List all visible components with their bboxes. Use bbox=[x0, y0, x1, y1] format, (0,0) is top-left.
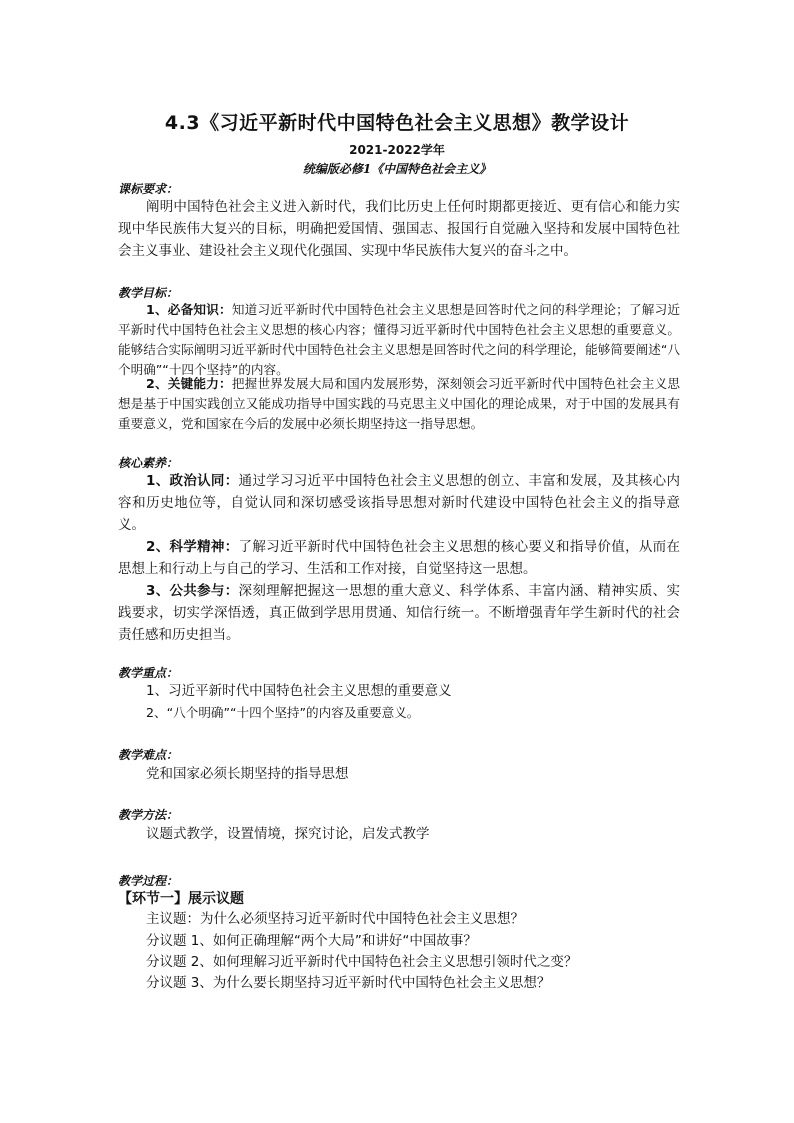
literacy-science bbox=[118, 536, 680, 580]
literacy-science-text: 了解习近平新时代中国特色社会主义思想的核心要义和指导价值，从而在思想上和行动上与自己的学习、生活和工作对接，自觉坚持这一思想。 bbox=[118, 539, 680, 577]
curriculum-heading: 课标要求： bbox=[118, 182, 179, 196]
document-title: 4.3《习近平新时代中国特色社会主义思想》教学设计 bbox=[164, 112, 630, 134]
difficulty-heading: 教学难点： bbox=[118, 748, 179, 762]
literacy-science-lead: 2、科学精神： bbox=[146, 539, 239, 555]
methods-text: 议题式教学，设置情境，探究讨论，启发式教学 bbox=[146, 826, 430, 842]
topic-item: 分议题 1、如何正确理解“两个大局”和讲好“中国故事？ bbox=[146, 933, 477, 949]
goal-ability-text: 把握世界发展大局和国内发展形势，深刻领会习近平新时代中国特色社会主义思想是基于中国实践创立又能成功指导中国实践的马克思主义中国化的理论成果，对于中国的发展具有重要意义，党和国家在今后的发展中必须长期坚持这一指导思想。 bbox=[118, 376, 680, 431]
keypoint-item: 1、习近平新时代中国特色社会主义思想的重要意义 bbox=[146, 683, 452, 699]
process-heading: 教学过程： bbox=[118, 874, 179, 888]
curriculum-text: 阐明中国特色社会主义进入新时代，我们比历史上任何时期都更接近、更有信心和能力实现中华民族伟大复兴的目标，明确把爱国情、强国志、报国行自觉融入坚持和发展中国特色社会主义事业、建设社会主义现代化强国、实现中华民族伟大复兴的奋斗之中。 bbox=[118, 199, 680, 259]
textbook-edition: 统编版必修1《中国特色社会主义》 bbox=[302, 162, 492, 176]
goal-knowledge bbox=[118, 300, 680, 380]
goal-ability bbox=[118, 374, 680, 434]
literacy-public-text: 深刻理解把握这一思想的重大意义、科学体系、丰富内涵、精神实质、实践要求，切实学深悟透，真正做到学思用贯通、知信行统一。不断增强青年学生新时代的社会责任感和历史担当。 bbox=[118, 583, 680, 643]
literacy-political-text: 通过学习习近平中国特色社会主义思想的创立、丰富和发展，及其核心内容和历史地位等，自觉认同和深切感受该指导思想对新时代建设中国特色社会主义的指导意义。 bbox=[118, 473, 680, 533]
literacy-heading: 核心素养： bbox=[118, 456, 179, 470]
difficulty-text: 党和国家必须长期坚持的指导思想 bbox=[146, 766, 349, 782]
literacy-political-lead: 1、政治认同： bbox=[146, 473, 239, 489]
section-title: 【环节一】展示议题 bbox=[118, 891, 244, 907]
topic-item: 分议题 2、如何理解习近平新时代中国特色社会主义思想引领时代之变？ bbox=[146, 954, 578, 970]
goals-heading: 教学目标： bbox=[118, 286, 179, 300]
literacy-political bbox=[118, 470, 680, 536]
goal-ability-lead: 2、关键能力： bbox=[146, 376, 232, 391]
goal-knowledge-lead: 1、必备知识： bbox=[146, 302, 232, 317]
keypoint-item: 2、“八个明确”“十四个坚持”的内容及重要意义。 bbox=[146, 705, 420, 720]
topic-item: 主议题：为什么必须坚持习近平新时代中国特色社会主义思想？ bbox=[146, 911, 524, 927]
keypoints-heading: 教学重点： bbox=[118, 666, 179, 680]
topic-item: 分议题 3、为什么要长期坚持习近平新时代中国特色社会主义思想？ bbox=[146, 975, 551, 991]
school-year: 2021-2022学年 bbox=[349, 143, 445, 157]
literacy-public-lead: 3、公共参与： bbox=[146, 583, 239, 599]
literacy-public bbox=[118, 580, 680, 646]
methods-heading: 教学方法： bbox=[118, 808, 179, 822]
goal-knowledge-text: 知道习近平新时代中国特色社会主义思想是回答时代之问的科学理论；了解习近平新时代中国特色社会主义思想的核心内容；懂得习近平新时代中国特色社会主义思想的重要意义。能够结合实际阐明习近平新时代中国特色社会主义思想是回答时代之问的科学理论，能够简要阐述“八个明确”“十四个坚持”的内容。 bbox=[118, 302, 680, 377]
